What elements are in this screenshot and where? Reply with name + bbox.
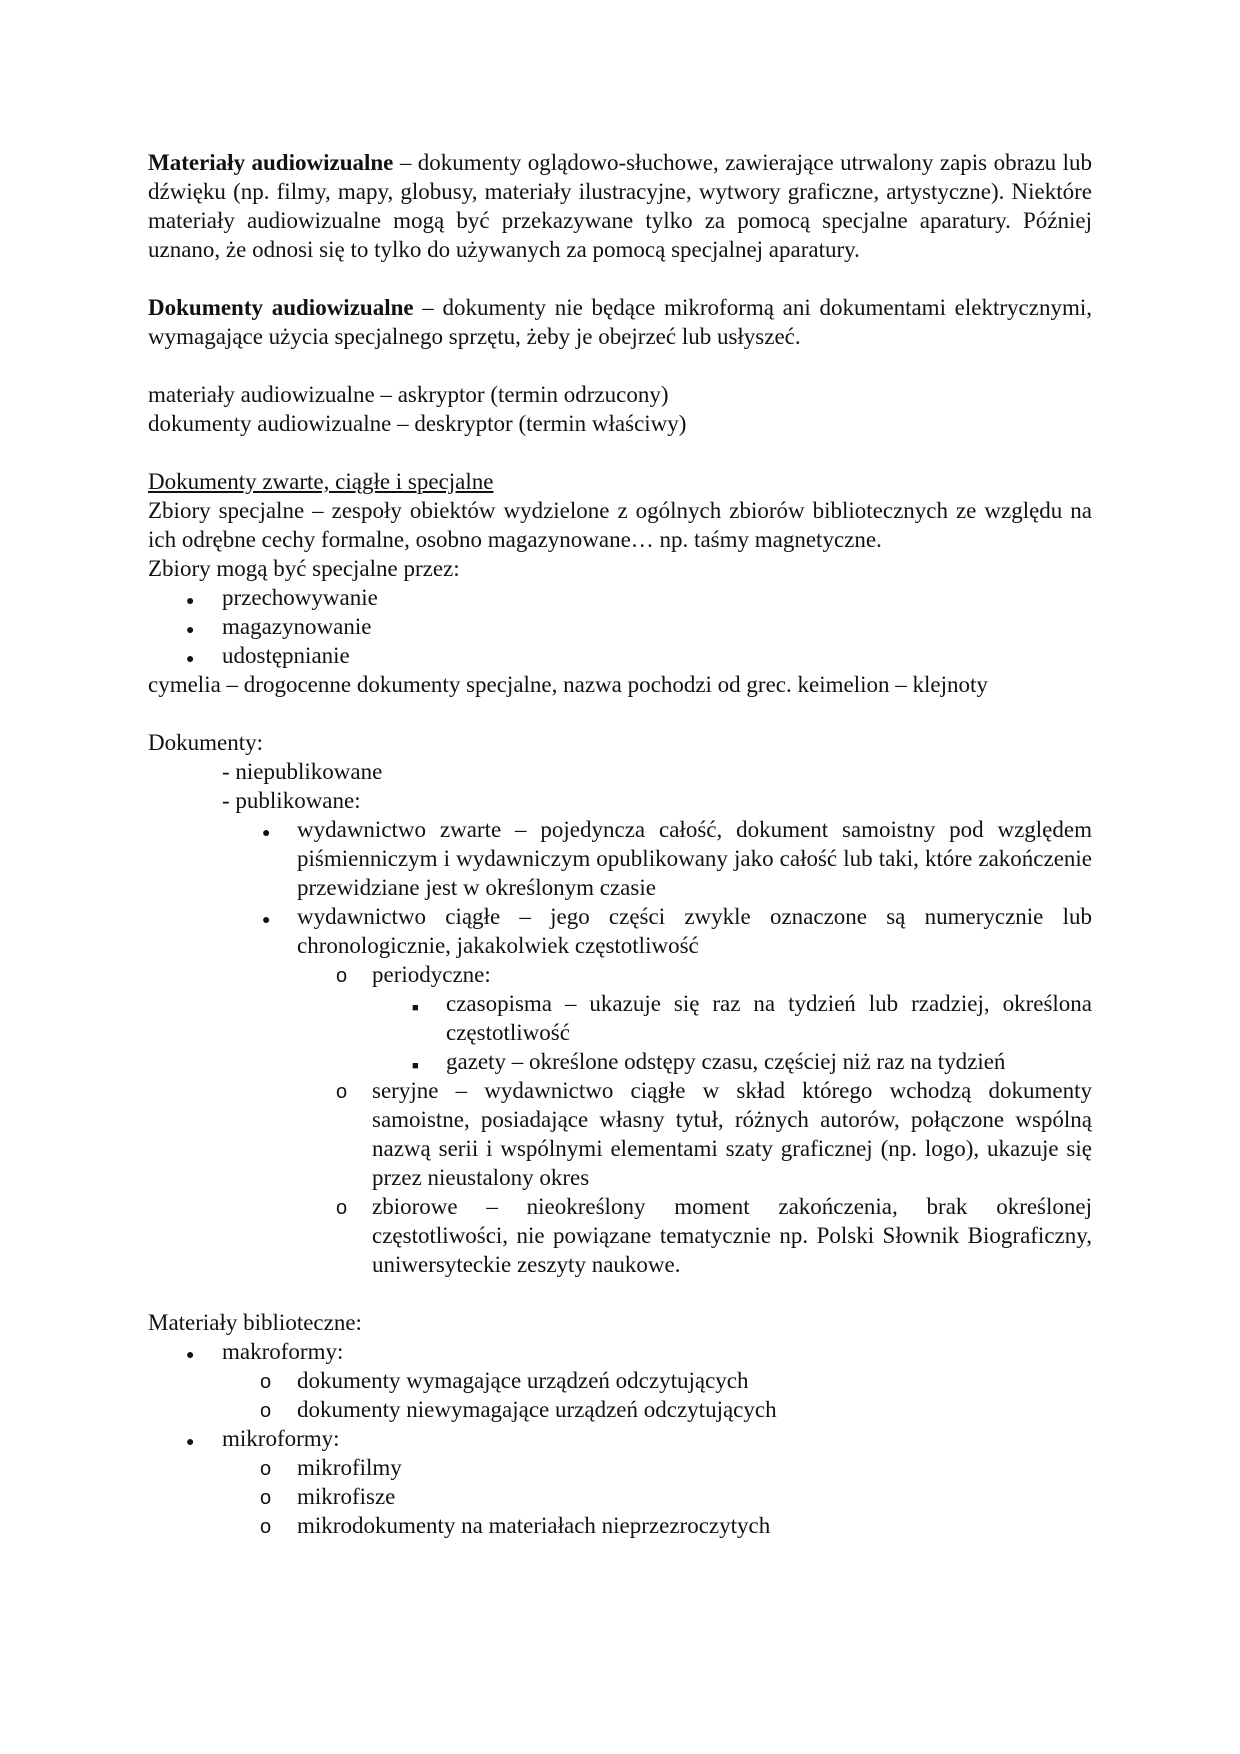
list-item-czasopisma: ■ czasopisma – ukazuje się raz na tydzień lub rzadziej, określona częstotliwość — [148, 989, 1092, 1047]
term-line-deskryptor: dokumenty audiowizualne – deskryptor (termin właściwy) — [148, 411, 687, 436]
circle-bullet-icon — [260, 1366, 271, 1397]
list-item-periodyczne: o periodyczne: — [148, 960, 1092, 989]
paragraph-zbiory-specjalne: Zbiory specjalne – zespoły obiektów wydzielone z ogólnych zbiorów bibliotecznych ze względu na ich odrębne cechy formalne, osobno magazynowane… np. taśmy magnetyczne. — [148, 498, 1092, 552]
document-page — [148, 148, 1092, 1540]
cymelia-line: cymelia – drogocenne dokumenty specjalne, nazwa pochodzi od grec. keimelion – klejnoty — [148, 672, 988, 697]
list-item: ● magazynowanie — [148, 612, 1092, 641]
term-dokumenty-audiowizualne: Dokumenty audiowizualne — [148, 295, 414, 320]
list-item: ● przechowywanie — [148, 583, 1092, 612]
term-line-askryptor: materiały audiowizualne – askryptor (termin odrzucony) — [148, 382, 669, 407]
bullet-icon — [186, 641, 194, 674]
list-item: o mikrofilmy — [148, 1453, 1092, 1482]
circle-bullet-icon — [260, 1453, 271, 1484]
item-niepublikowane: - niepublikowane — [222, 759, 383, 784]
definition-text: – dokumenty oglądowo-słuchowe, zawierające utrwalony zapis obrazu lub dźwięku (np. filmy, mapy, globusy, materiały ilustracyjne, wytwory graficzne, artystyczne). Niektóre materiały audiowizualne mogą być przekazywane tylko za pomocą specjalne aparatury. Później uznano, że odnosi się to tylko do używanych za pomocą specjalnej aparatury. — [148, 150, 1092, 262]
bullet-icon — [262, 902, 270, 935]
bullet-icon — [262, 815, 270, 848]
circle-bullet-icon — [260, 1482, 271, 1513]
circle-bullet-icon — [336, 1076, 347, 1107]
item-publikowane: - publikowane: — [222, 788, 361, 813]
list-item-makroformy: ● makroformy: — [148, 1337, 1092, 1366]
list-item: o dokumenty niewymagające urządzeń odczytujących — [148, 1395, 1092, 1424]
list-item-wydawnictwo-ciagle: ● wydawnictwo ciągłe – jego części zwykle oznaczone są numerycznie lub chronologicznie, jakakolwiek częstotliwość — [148, 902, 1092, 960]
circle-bullet-icon — [260, 1395, 271, 1426]
list-item-seryjne: o seryjne – wydawnictwo ciągłe w skład którego wchodzą dokumenty samoistne, posiadające własny tytuł, różnych autorów, połączone wspólną nazwą serii i wspólnymi elementami szaty graficznej (np. logo), ukazuje się przez nieustalony okres — [148, 1076, 1092, 1192]
list-item-zbiorowe: o zbiorowe – nieokreślony moment zakończenia, brak określonej częstotliwości, nie powiązane tematycznie np. Polski Słownik Biograficzny, uniwersyteckie zeszyty naukowe. — [148, 1192, 1092, 1279]
list-item-gazety: ■ gazety – określone odstępy czasu, częściej niż raz na tydzień — [148, 1047, 1092, 1076]
paragraph-dokumenty-audiowizualne — [148, 293, 1092, 351]
list-item-mikroformy: ● mikroformy: — [148, 1424, 1092, 1453]
list-item-wydawnictwo-zwarte: ● wydawnictwo zwarte – pojedyncza całość, dokument samoistny pod względem piśmienniczym i wydawniczym opublikowany jako całość lub taki, które zakończenie przewidziane jest w określonym czasie — [148, 815, 1092, 902]
circle-bullet-icon — [336, 960, 347, 991]
section-heading-dokumenty: Dokumenty zwarte, ciągłe i specjalne — [148, 469, 494, 494]
circle-bullet-icon — [336, 1192, 347, 1223]
list-item: o mikrofisze — [148, 1482, 1092, 1511]
list-item: ● udostępnianie — [148, 641, 1092, 670]
materialy-biblioteczne-heading: Materiały biblioteczne: — [148, 1310, 362, 1335]
zbiory-intro: Zbiory mogą być specjalne przez: — [148, 556, 460, 581]
square-bullet-icon — [412, 989, 419, 1023]
term-materialy-audiowizualne: Materiały audiowizualne — [148, 150, 394, 175]
definition-text: – dokumenty nie będące mikroformą ani dokumentami elektrycznymi, wymagające użycia specjalnego sprzętu, żeby je obejrzeć lub usłyszeć. — [148, 295, 1092, 349]
dokumenty-heading: Dokumenty: — [148, 730, 263, 755]
circle-bullet-icon — [260, 1511, 271, 1542]
list-item: o mikrodokumenty na materiałach nieprzezroczytych — [148, 1511, 1092, 1540]
list-item: o dokumenty wymagające urządzeń odczytujących — [148, 1366, 1092, 1395]
paragraph-materialy-audiowizualne — [148, 148, 1092, 264]
